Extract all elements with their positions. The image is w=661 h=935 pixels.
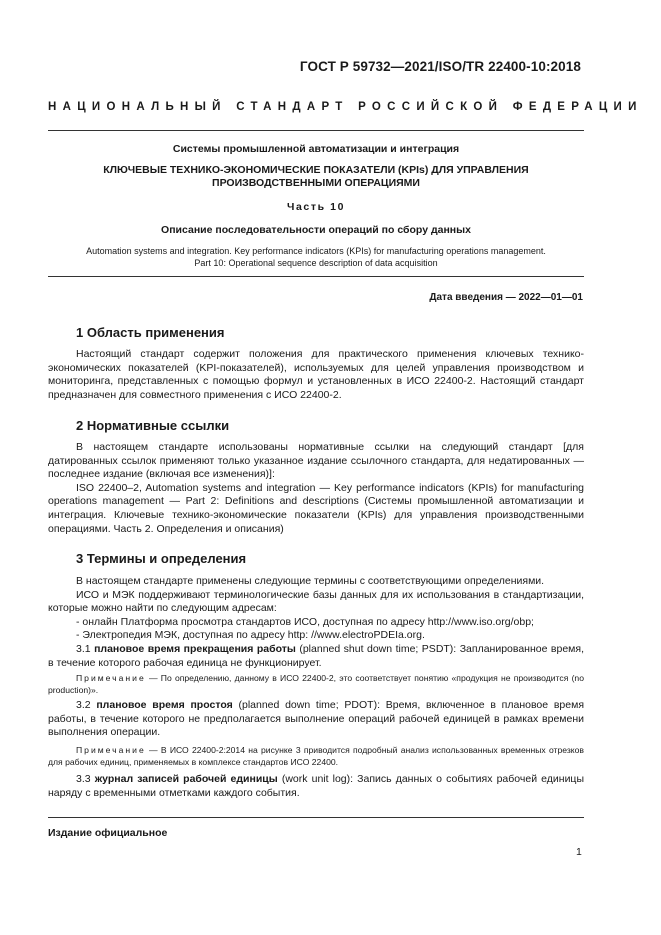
normative-reference: ISO 22400–2, Automation systems and integration — Key performance indicators (KPIs) for manufacturing operations management — Part 2: Definitions and descriptions (Системы промышленной автоматизации и интеграция. Ключевые технико-экономические показатели (KPIs) для управления производственными операциями. Часть 2. Определения и описания) — [48, 481, 584, 535]
main-title — [48, 164, 584, 190]
term-name: плановое время прекращения работы — [94, 642, 296, 655]
term-3-2-block — [48, 699, 584, 740]
section-2-body — [48, 441, 584, 536]
term-name: плановое время простоя — [96, 699, 233, 711]
list-item: - онлайн Платформа просмотра стандартов ИСО, доступная по адресу http://www.iso.org/obp; — [76, 615, 534, 628]
page-number: 1 — [576, 846, 582, 858]
term-3-3-block — [48, 773, 584, 800]
term-definition: (planned shut down time; PSDT): Запланированное время, в течение которого рабочая единица не функционирует. — [48, 642, 585, 669]
term-number: 3.3 — [76, 773, 95, 785]
english-title-line-1: Automation systems and integration. Key performance indicators (KPIs) for manufacturing operations management. — [86, 246, 546, 256]
term-number: 3.2 — [76, 699, 97, 711]
paragraph: Настоящий стандарт содержит положения для практического применения ключевых технико-экономических показателей (KPI-показателей), используемых для целей управления производством и мониторинга, представленных с помощью формул и установленных в ИСО 22400-2. Настоящий стандарт предназначен для совместного применения с ИСО 22400-2. — [48, 348, 584, 401]
term-3-3 — [48, 773, 584, 800]
term-definition: (work unit log): Запись данных о событиях рабочей единицы наряду с временными отметками каждого события. — [48, 773, 584, 799]
standard-designation: ГОСТ Р 59732—2021/ISO/TR 22400-10:2018 — [299, 59, 581, 74]
part-subtitle: Описание последовательности операций по сбору данных — [161, 224, 471, 236]
section-1-heading: 1 Область применения — [76, 325, 225, 340]
section-2-heading: 2 Нормативные ссылки — [76, 418, 230, 433]
english-title-line-2: Part 10: Operational sequence description of data acquisition — [194, 258, 438, 268]
note-text: — По определению, данному в ИСО 22400-2, это соответствует понятию «продукция не производится (no production)». — [48, 673, 584, 695]
term-number: 3.1 — [76, 642, 95, 655]
note-text: — В ИСО 22400-2:2014 на рисунке 3 приводится подробный анализ использованных временных отрезков для рабочих единиц, применяемых в комплексе стандартов ИСО 22400. — [48, 745, 584, 767]
section-1-body — [48, 348, 584, 402]
english-title — [48, 245, 584, 269]
note-label: Примечание — [76, 745, 146, 755]
note-1 — [48, 672, 584, 696]
official-edition-label: Издание официальное — [48, 827, 168, 839]
section-3-heading: 3 Термины и определения — [76, 551, 247, 566]
term-3-1 — [48, 643, 584, 670]
paragraph: В настоящем стандарте использованы нормативные ссылки на следующий стандарт [для датированных ссылок применяют только указанное издание ссылочного стандарта, для недатированных — последнее издание (включая все изменения)]: — [48, 441, 584, 481]
note-label: Примечание — [76, 673, 146, 683]
note-2 — [48, 744, 584, 768]
list-item: - Электропедия МЭК, доступная по адресу http: //www.electroPDEIa.org. — [76, 629, 425, 642]
introduction-date: Дата введения — 2022—01—01 — [429, 292, 583, 303]
main-title-line-1: КЛЮЧЕВЫЕ ТЕХНИКО-ЭКОНОМИЧЕСКИЕ ПОКАЗАТЕЛИ (KPIs) ДЛЯ УПРАВЛЕНИЯ — [103, 164, 529, 176]
part-number: Часть 10 — [286, 201, 346, 213]
top-rule — [48, 130, 584, 131]
series-title: Системы промышленной автоматизации и интеграция — [172, 143, 460, 155]
title-rule — [48, 276, 584, 277]
term-name: журнал записей рабочей единицы — [94, 773, 278, 785]
paragraph: ИСО и МЭК поддерживают терминологические базы данных для их использования в стандартизации, которые можно найти по следующим адресам: — [48, 588, 584, 615]
footer-rule — [48, 817, 584, 818]
national-standard-banner: НАЦИОНАЛЬНЫЙ СТАНДАРТ РОССИЙСКОЙ ФЕДЕРАЦИИ — [48, 101, 643, 113]
term-3-2 — [48, 699, 584, 740]
main-title-line-2: ПРОИЗВОДСТВЕННЫМИ ОПЕРАЦИЯМИ — [212, 177, 420, 189]
section-3-body — [48, 575, 584, 670]
term-definition: (planned down time; PDOT): Время, включенное в плановое время работы, в течение которого не предполагается выполнение операций рабочей единицей в рамках времени выполнения операции. — [48, 699, 585, 739]
paragraph: В настоящем стандарте применены следующие термины с соответствующими определениями. — [76, 575, 545, 587]
